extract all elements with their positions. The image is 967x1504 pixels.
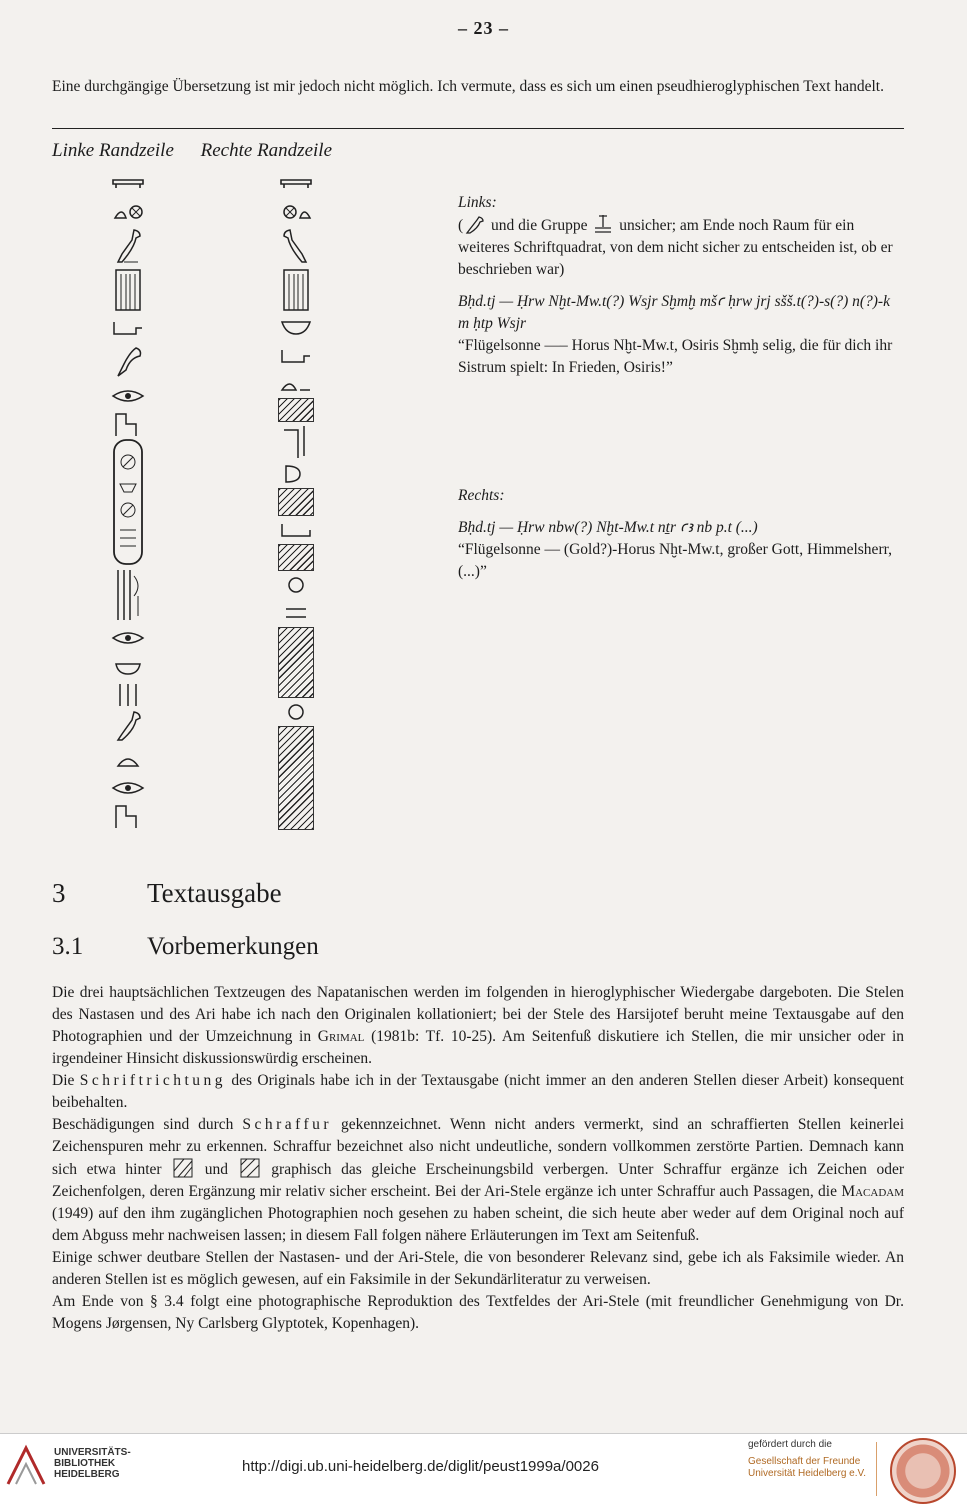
support-label: gefördert durch die xyxy=(748,1439,832,1450)
paragraph-3 xyxy=(52,1114,904,1247)
paragraph-2 xyxy=(52,1070,904,1114)
falcon-icon xyxy=(276,226,316,266)
sistrum-icon xyxy=(108,566,148,624)
loaf-icon xyxy=(108,746,148,774)
page-number: – 23 – xyxy=(458,18,509,38)
paragraph-4: Einige schwer deutbare Stellen der Nastasen- und der Ari-Stele, die von besonderer Relevanz sind, gebe ich als Faksimile wieder. An anderen Stellen ist es möglich gewesen, auf ein Faksimile in der Sekundärliteratur zu verweisen. xyxy=(52,1249,904,1288)
damage-hatching xyxy=(278,398,314,422)
hatched-sign-icon-2 xyxy=(238,1158,262,1178)
society-line-1: Gesellschaft der Freunde xyxy=(748,1456,861,1467)
society-line-2: Universität Heidelberg e.V. xyxy=(748,1468,867,1479)
paragraph-1 xyxy=(52,982,904,1070)
bowl-icon xyxy=(108,652,148,680)
subsection-heading xyxy=(52,933,319,961)
p3-mid-2: graphisch das gleiche Erscheinungsbild verbergen. Unter Schraffur ergänze ich Zeichen oder Zeichenfolgen, deren Ergänzung mir relativ sicher erscheint. Bei der Ari-Stele ergänze ich unter Schraffur auch Passagen, die xyxy=(52,1161,905,1200)
loaf-icon xyxy=(276,370,316,398)
intro-paragraph: Eine durchgängige Übersetzung ist mir jedoch nicht möglich. Ich vermute, dass es sich um einen pseudhieroglyphischen Text handelt. xyxy=(52,78,884,95)
eye-icon-2 xyxy=(108,624,148,652)
shrine-icon xyxy=(108,410,148,438)
divider xyxy=(52,128,904,129)
links-text: und die Gruppe xyxy=(487,217,592,234)
section-title: Textausgabe xyxy=(147,878,282,908)
footer-bar xyxy=(0,1433,967,1504)
circle-icon xyxy=(276,571,316,599)
sky-sign-icon xyxy=(108,170,148,198)
rechts-label: Rechts: xyxy=(458,487,505,504)
library-line-2: BIBLIOTHEK xyxy=(54,1458,116,1469)
palace-facade-icon xyxy=(276,266,316,314)
left-hieroglyph-column xyxy=(106,170,150,830)
damage-hatching-2 xyxy=(278,488,314,516)
hatched-sign-icon xyxy=(171,1158,195,1178)
sun-disc-icon xyxy=(108,198,148,226)
sky-sign-icon xyxy=(276,170,316,198)
library-logo-icon xyxy=(6,1444,46,1488)
p3-end: (1949) auf den ihm zugänglichen Photographien noch gesehen zu haben scheint, die sich heute aber weder auf dem Original noch auf dem Abguss mehr nachweisen lassen; in diesem Fall folgen nähere Erläuterungen im Text am Seitenfuß. xyxy=(52,1205,904,1244)
digital-url-link[interactable]: http://digi.ub.uni-heidelberg.de/diglit/peust1999a/0026 xyxy=(242,1458,599,1475)
bread-icon xyxy=(276,460,316,488)
society-name xyxy=(748,1456,866,1480)
column-headings xyxy=(52,140,354,162)
circle-icon-2 xyxy=(276,698,316,726)
links-text-2: unsicher; am Ende noch Raum für ein weiteres Schriftquadrat, von dem nicht sicher zu entscheiden ist, ob er beschrieben war) xyxy=(458,217,893,278)
citation-macadam: Macadam xyxy=(841,1183,904,1200)
rechts-translation: “Flügelsonne — (Gold?)-Horus Nḫt-Mw.t, großer Gott, Himmelsherr, (...)” xyxy=(458,541,893,580)
p1-text: Die drei hauptsächlichen Textzeugen des Napatanischen werden im folgenden in hieroglyphischer Wiedergabe dargeboten. Die Stelen des Nastasen und des Ari habe ich nach den Originalen kollationiert; bei der Stele des Harsijotef beruht meine Textausgabe auf den Photographien und der Umzeichnung in xyxy=(52,984,904,1045)
falcon-icon xyxy=(463,214,487,234)
vulture-icon xyxy=(108,342,148,382)
basket-icon xyxy=(108,314,148,342)
section-number: 3 xyxy=(52,878,66,908)
basket-icon-2 xyxy=(276,516,316,544)
library-line-3: HEIDELBERG xyxy=(54,1469,120,1480)
right-column-heading: Rechte Randzeile xyxy=(200,140,332,161)
left-column-heading: Linke Randzeile xyxy=(52,140,174,161)
reed-icon xyxy=(276,599,316,627)
falcon-icon-2 xyxy=(108,708,148,746)
falcon-icon xyxy=(108,226,148,266)
term-schriftrichtung: Schriftrichtung xyxy=(79,1072,227,1089)
university-seal-icon xyxy=(890,1438,956,1504)
damage-hatching-4 xyxy=(278,627,314,697)
eye-icon xyxy=(108,382,148,410)
damage-hatching-5 xyxy=(278,726,314,830)
p3-mid: gekennzeichnet. Wenn nicht anders vermerkt, sind an schraffierten Stellen keinerlei Zeichenspuren mehr zu erkennen. Schraffur bezeichnet also nicht undeutliche, sondern vollkommen zerstörte Partien. Demnach kann sich etwa hinter xyxy=(52,1116,904,1178)
shrine-icon-2 xyxy=(108,802,148,830)
p2-end: des Originals habe ich in der Textausgabe (nicht immer an den anderen Stellen dieser Arbeit) konsequent beibehalten. xyxy=(52,1072,904,1111)
links-translation: “Flügelsonne —– Horus Nḫt-Mw.t, Osiris Sḫmḫ selig, die für dich ihr Sistrum spielt: In Frieden, Osiris!” xyxy=(458,337,893,376)
body-text xyxy=(52,982,904,1335)
footer-divider xyxy=(876,1442,877,1496)
palace-facade-icon xyxy=(108,266,148,314)
subsection-title: Vorbemerkungen xyxy=(147,933,319,960)
library-name xyxy=(54,1447,131,1480)
links-open-paren: ( xyxy=(458,217,464,234)
library-line-1: UNIVERSITÄTS- xyxy=(54,1447,131,1458)
p1-end: (1981b: Tf. 10-25). Am Seitenfuß diskutiere ich Stellen, die mir unsicher oder in irgendeiner Hinsicht diskussionswürdig erscheinen. xyxy=(52,1028,904,1067)
p2-start: Die xyxy=(52,1072,80,1089)
citation-grimal: Grimal xyxy=(317,1028,365,1045)
links-label: Links: xyxy=(458,194,497,211)
p3-und: und xyxy=(195,1161,238,1178)
section-heading xyxy=(52,878,282,909)
rechts-transliteration: Bḥd.tj — Ḥrw nbw(?) Nḫt-Mw.t nṯr ꜥꜣ nb p.t (...) xyxy=(458,519,758,536)
links-transliteration: Bḥd.tj — Ḥrw Nḫt-Mw.t(?) Wsjr Sḫmḫ mšꜥ ḥrw jrj sšš.t(?)-s(?) n(?)-k m ḥtp Wsjr xyxy=(458,293,890,332)
basket-icon xyxy=(276,342,316,370)
term-schraffur: Schraffur xyxy=(242,1116,333,1133)
subsection-number: 3.1 xyxy=(52,933,84,960)
reed-icon xyxy=(108,680,148,708)
group-sign-icon xyxy=(591,214,615,234)
notes-block xyxy=(458,192,904,593)
damage-hatching-3 xyxy=(278,544,314,572)
cartouche-icon xyxy=(108,438,148,566)
collar-icon xyxy=(276,314,316,342)
p3-start: Beschädigungen sind durch xyxy=(52,1116,243,1133)
paragraph-5: Am Ende von § 3.4 folgt eine photographische Reproduktion des Textfeldes der Ari-Stele (mit freundlicher Genehmigung von Dr. Mogens Jørgensen, Ny Carlsberg Glyptotek, Kopenhagen). xyxy=(52,1293,904,1332)
shrine-icon xyxy=(276,422,316,460)
eye-icon-3 xyxy=(108,774,148,802)
sun-disc-icon xyxy=(276,198,316,226)
right-hieroglyph-column xyxy=(274,170,318,830)
